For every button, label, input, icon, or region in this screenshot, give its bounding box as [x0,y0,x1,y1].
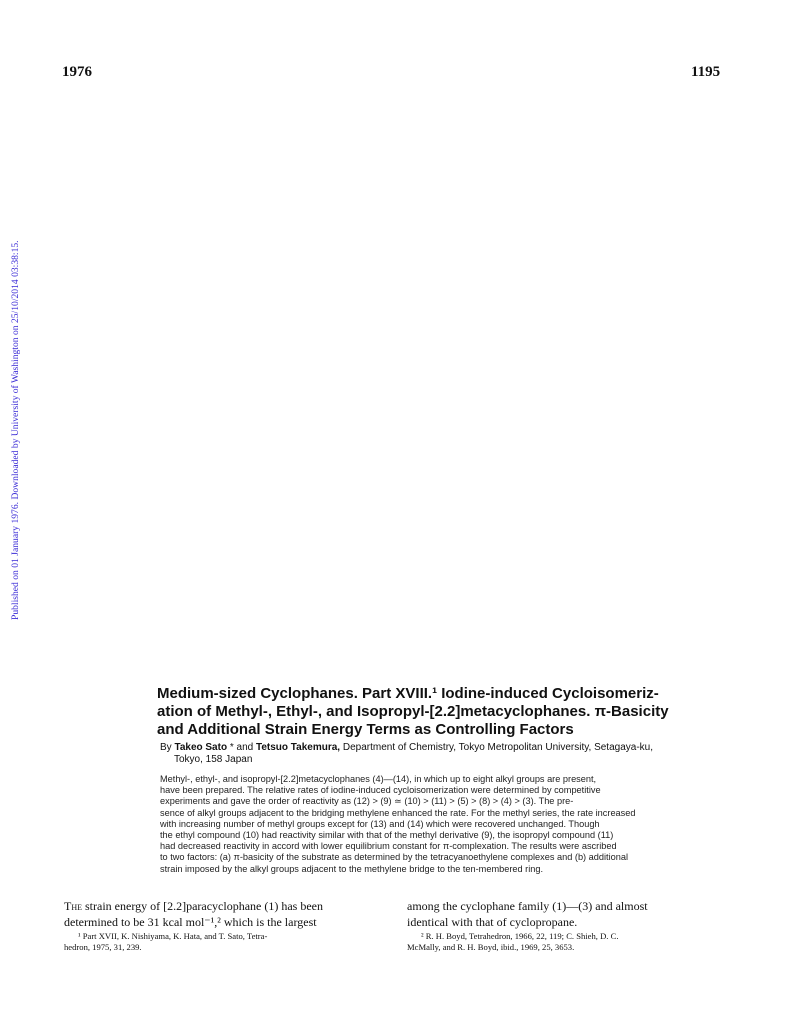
title-line: and Additional Strain Energy Terms as Controlling Factors [157,721,574,738]
footnote-1 [64,931,394,953]
abstract-line: experiments and gave the order of reactivity as (12) > (9) ≃ (10) > (11) > (5) > (8) > (4) > (3). The pre- [160,796,574,807]
by-label: By [160,742,175,753]
footnote-text: McMally, and R. H. Boyd, ibid., 1969, 25, 3653. [407,942,575,952]
body-column-left [64,898,389,930]
footnote-text: ² R. H. Boyd, Tetrahedron, 1966, 22, 119; C. Shieh, D. C. [421,931,619,941]
author-name: Tetsuo Takemura, [255,742,341,753]
title-line: ation of Methyl-, Ethyl-, and Isopropyl-[2.2]metacyclophanes. π-Basicity [157,703,669,720]
year-header: 1976 [62,64,92,80]
article-title [157,685,737,739]
abstract [160,774,728,875]
abstract-line: had decreased reactivity in accord with lower equilibrium constant for π-complexation. The results were ascribed [160,841,617,852]
download-notice-text: Published on 01 January 1976. Downloaded by University of Washington on 25/10/2014 03:38:15. [10,240,21,620]
abstract-line: have been prepared. The relative rates of iodine-induced cycloisomerization were determined by competitive [160,785,601,796]
lead-word: The [64,899,82,913]
footnote-2 [407,931,737,953]
body-column-right [407,898,732,930]
author-name: Takeo Sato [174,742,228,753]
body-text: strain energy of [2.2]paracyclophane (1) has been [82,899,324,913]
title-line: Medium-sized Cyclophanes. Part XVIII.¹ Iodine-induced Cycloisomeriz- [157,685,659,702]
abstract-line: sence of alkyl groups adjacent to the bridging methylene enhanced the rate. For the methyl series, the rate increased [160,807,636,818]
abstract-line: with increasing number of methyl groups except for (13) and (14) which were recovered unchanged. Though [160,818,600,829]
body-text: determined to be 31 kcal mol⁻¹,² which is the largest [64,915,317,929]
affiliation-city: Tokyo, 158 Japan [174,754,253,765]
abstract-line: the ethyl compound (10) had reactivity similar with that of the methyl derivative (9), the isopropyl compound (11) [160,830,614,841]
abstract-line: strain imposed by the alkyl groups adjacent to the methylene bridge to the ten-membered ring. [160,863,544,874]
body-text: among the cyclophane family (1)—(3) and almost [407,899,648,913]
abstract-line: Methyl-, ethyl-, and isopropyl-[2.2]metacyclophanes (4)—(14), in which up to eight alkyl groups are present, [160,774,597,784]
page-number: 1195 [691,64,721,80]
corresponding-author-mark: * [227,742,237,753]
abstract-line: to two factors: (a) π-basicity of the substrate as determined by the tetracyanoethylene complexes and (b) additional [160,852,628,863]
footnote-text: hedron, 1975, 31, 239. [64,942,142,952]
and-label: and [236,742,256,753]
body-text: identical with that of cyclopropane. [407,915,578,929]
byline [160,742,740,766]
affiliation: Department of Chemistry, Tokyo Metropolitan University, Setagaya-ku, [340,742,653,753]
footnote-text: ¹ Part XVII, K. Nishiyama, K. Hata, and T. Sato, Tetra- [78,931,268,941]
